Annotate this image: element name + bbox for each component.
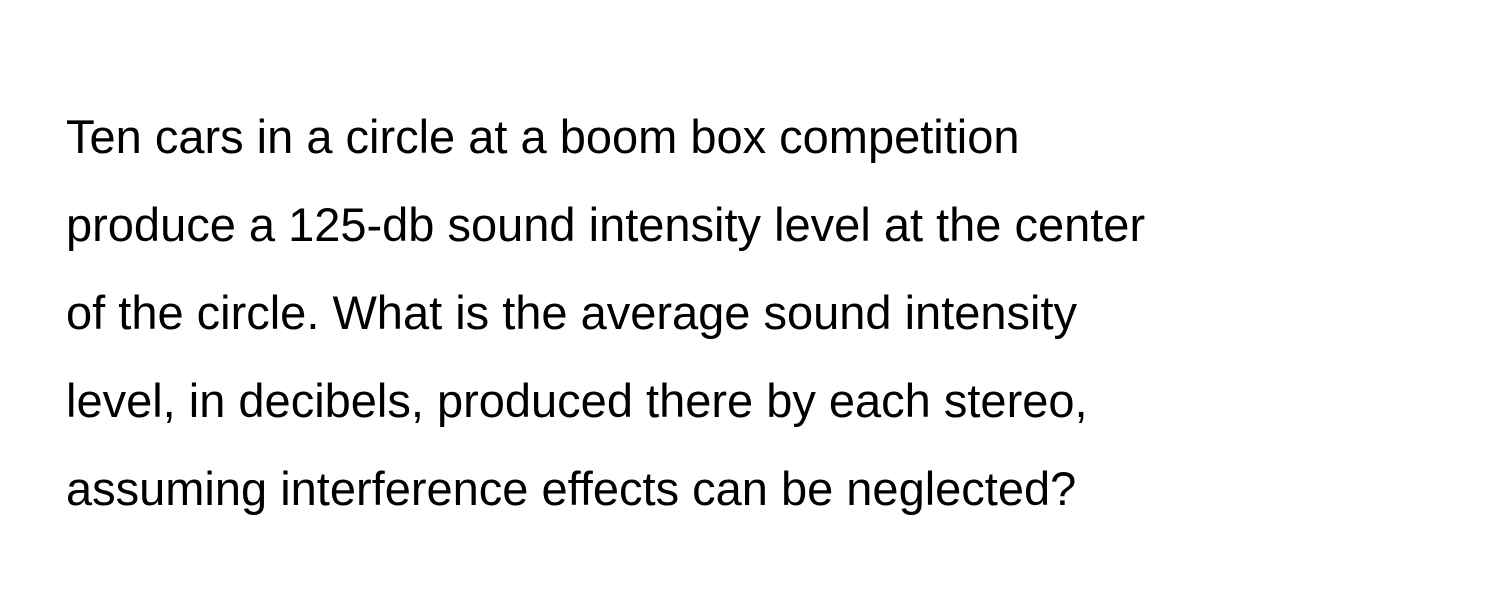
- question-line-5: assuming interference effects can be neglected?: [66, 462, 1077, 515]
- question-line-1: Ten cars in a circle at a boom box competition: [66, 110, 1020, 163]
- question-line-4: level, in decibels, produced there by each stereo,: [66, 374, 1088, 427]
- question-line-3: of the circle. What is the average sound intensity: [66, 286, 1078, 339]
- question-text: [66, 93, 1466, 533]
- question-line-2: produce a 125-db sound intensity level at the center: [66, 198, 1146, 251]
